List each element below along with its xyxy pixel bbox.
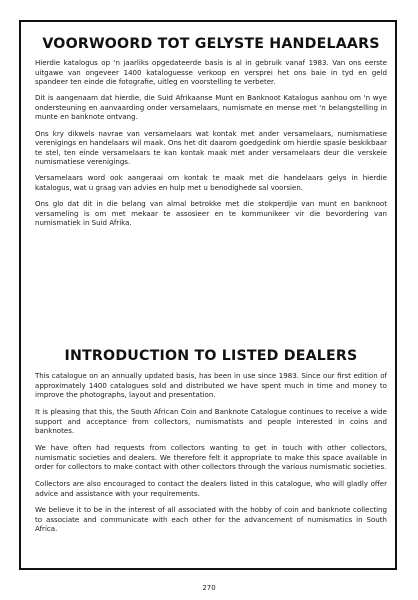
afrikaans-paragraph: Versamelaars word ook aangeraai om kontak te maak met die handelaars gelys in hierdie katalogus, wat u graag van advies en hulp met u benodighede sal voorsien. [35,173,387,193]
afrikaans-paragraph: Dit is aangenaam dat hierdie, die Suid Afrikaanse Munt en Banknoot Katalogus aanhou om 'n wye ondersteuning en aanvaarding onder versamelaars, numismate en mense met 'n belangstelling in munte en banknote ontvang. [35,93,387,122]
english-paragraph: We have often had requests from collectors wanting to get in touch with other collectors, numismatic societies and dealers. We therefore felt it appropriate to make this space available in order for collectors to make contact with other collectors through the various numismatic societies. [35,442,387,472]
afrikaans-paragraph: Ons glo dat dit in die belang van almal betrokke met die stokperdjie van munt en banknoot versameling is om met mekaar te assosieer en te kommunikeer vir die bevordering van numismatiek in Suid Afrika. [35,199,387,228]
afrikaans-section [35,36,387,234]
english-paragraph: This catalogue on an annually updated basis, has been in use since 1983. Since our first edition of approximately 1400 catalogues sold and distributed we have spent much in time and money to improve the photographs, layout and presentation. [35,371,387,400]
english-heading: INTRODUCTION TO LISTED DEALERS [64,348,358,364]
page-number: 270 [202,584,216,592]
english-section [35,348,387,541]
page-frame [19,20,397,570]
english-paragraph: It is pleasing that this, the South African Coin and Banknote Catalogue continues to receive a wide support and acceptance from collectors, numismatists and people interested in coins and banknotes. [35,406,387,436]
afrikaans-paragraph: Ons kry dikwels navrae van versamelaars wat kontak met ander versamelaars, numismatiese verenigings en handelaars wil maak. Ons het dit daarom goedgedink om hierdie spasie beskikbaar te stel, ten einde versamelaars te kan kontak maak met ander versamelaars deur die verskeie numismatiese verenigings. [35,128,387,167]
afrikaans-heading: VOORWOORD TOT GELYSTE HANDELAARS [42,36,380,52]
afrikaans-paragraph: Hierdie katalogus op 'n jaarliks opgedateerde basis is al in gebruik vanaf 1983. Van ons eerste uitgawe van ongeveer 1400 kataloguesse verkoop en versprei het ons baie in tyd en geld spandeer ten einde die fotografie, uitleg en voorstelling te verbeter. [35,58,387,87]
english-paragraph: We believe it to be in the interest of all associated with the hobby of coin and banknote collecting to associate and communicate with each other for the advancement of numismatics in South Africa. [35,505,387,534]
english-paragraph: Collectors are also encouraged to contact the dealers listed in this catalogue, who will gladly offer advice and assistance with your requirements. [35,478,387,498]
